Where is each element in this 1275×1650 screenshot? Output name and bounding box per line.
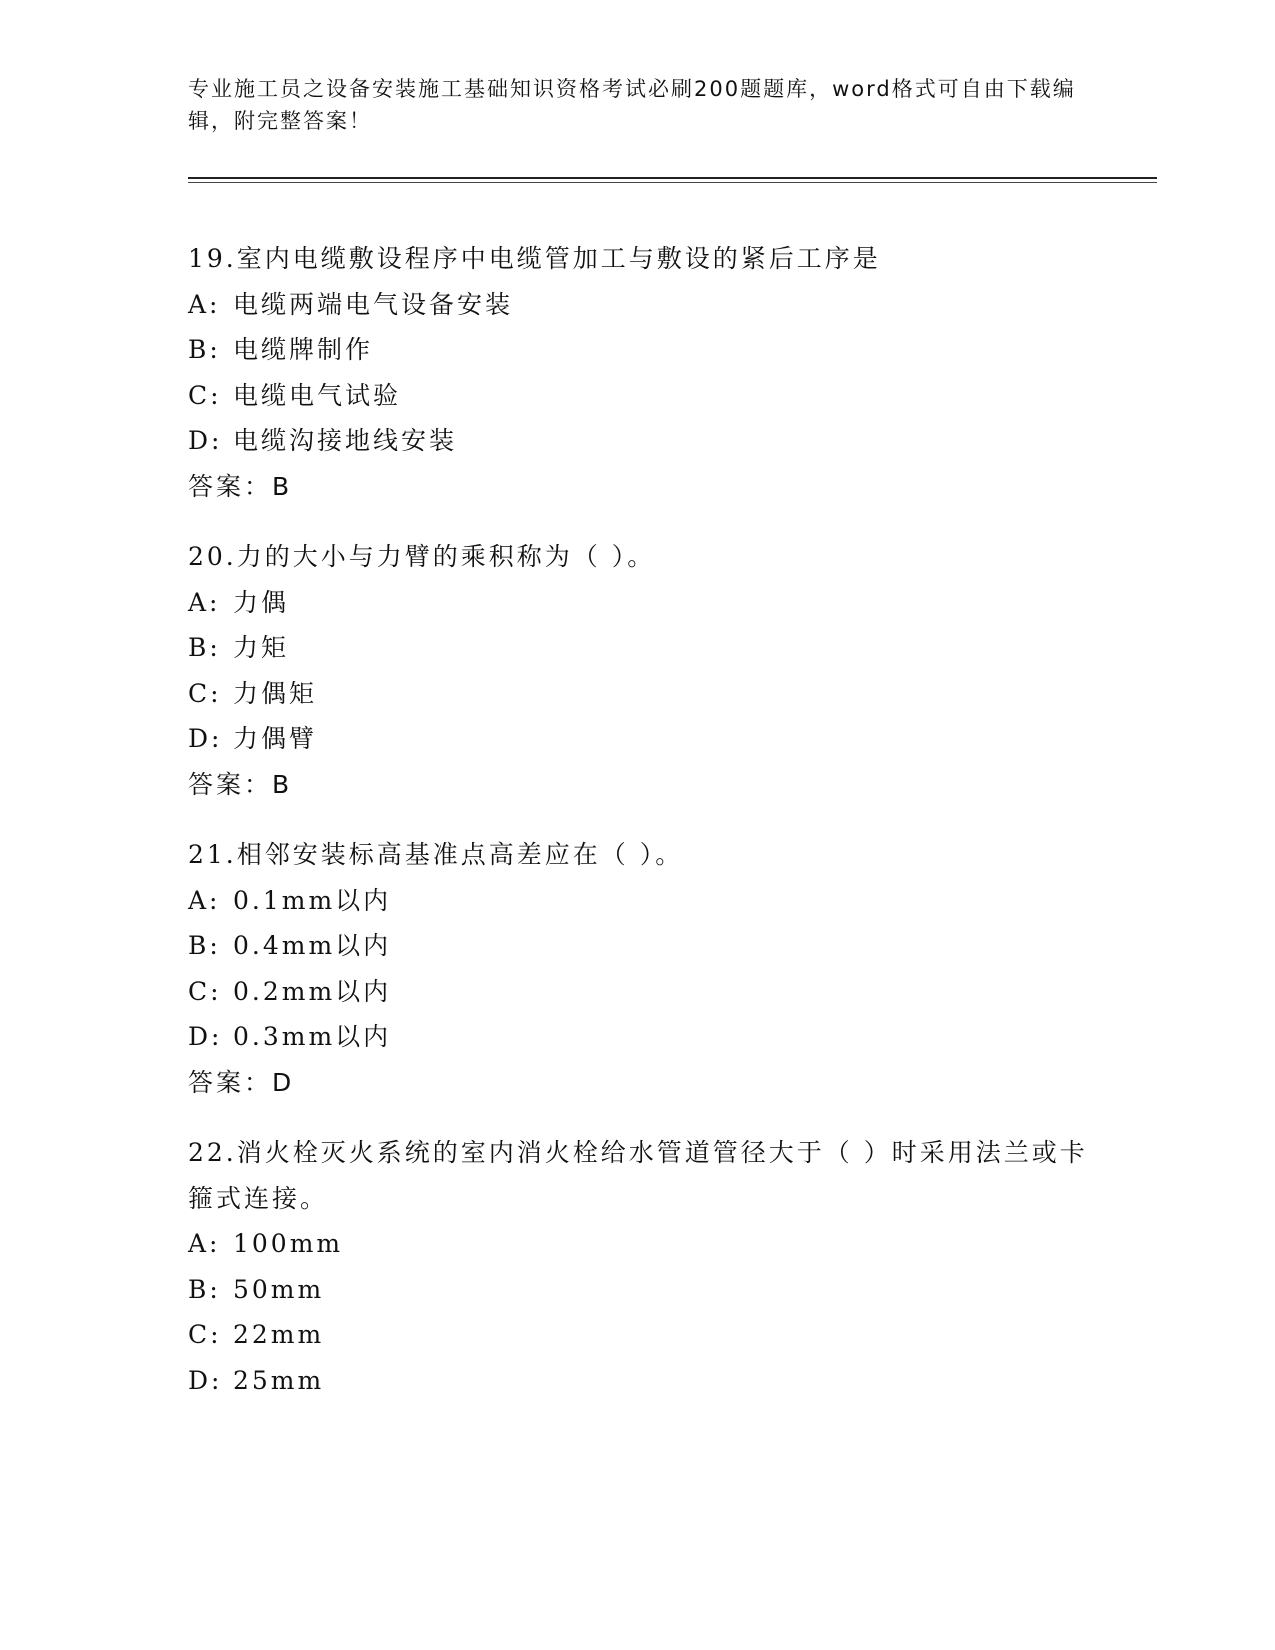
- option-text: 0.1mm以内: [233, 885, 392, 915]
- option-d: [188, 1358, 1088, 1404]
- option-text: 电缆牌制作: [233, 335, 374, 364]
- option-b: [188, 1267, 1088, 1313]
- option-text: 100mm: [233, 1229, 344, 1258]
- option-text: 25mm: [233, 1365, 325, 1395]
- option-letter: B:: [188, 633, 221, 662]
- option-text: 电缆两端电气设备安装: [233, 289, 514, 319]
- option-text: 力矩: [233, 633, 290, 662]
- option-d: [188, 418, 1088, 464]
- header-divider-thin: [188, 182, 1157, 183]
- option-a: [188, 878, 1088, 924]
- question-21: [188, 832, 1088, 1105]
- option-text: 电缆沟接地线安装: [233, 426, 458, 455]
- option-text: 电缆电气试验: [233, 380, 402, 410]
- question-19: [188, 236, 1088, 509]
- document-header: 专业施工员之设备安装施工基础知识资格考试必刷200题题库，word格式可自由下载编辑，附完整答案！: [188, 77, 1076, 133]
- option-text: 0.3mm以内: [233, 1022, 392, 1051]
- option-text: 50mm: [233, 1274, 325, 1304]
- option-letter: A:: [188, 1229, 221, 1258]
- answer-line: 答案：B: [188, 769, 293, 799]
- option-letter: D:: [188, 724, 223, 753]
- option-letter: B:: [188, 335, 221, 364]
- option-a: [188, 1221, 1088, 1267]
- option-d: [188, 1014, 1088, 1060]
- option-text: 0.4mm以内: [233, 931, 392, 960]
- option-text: 22mm: [233, 1320, 325, 1349]
- header-divider-thick: [188, 177, 1157, 179]
- option-c: [188, 671, 1088, 717]
- question-list: [188, 236, 1088, 1428]
- answer-line: 答案：B: [188, 471, 293, 501]
- option-letter: C:: [188, 380, 222, 410]
- option-a: [188, 282, 1088, 328]
- option-c: [188, 969, 1088, 1015]
- option-letter: D:: [188, 1022, 223, 1051]
- option-letter: C:: [188, 976, 222, 1006]
- option-text: 力偶臂: [233, 724, 318, 753]
- question-22: [188, 1130, 1088, 1403]
- option-letter: C:: [188, 678, 222, 708]
- option-c: [188, 1312, 1088, 1358]
- option-letter: D:: [188, 1365, 223, 1395]
- option-b: [188, 327, 1088, 373]
- option-letter: B:: [188, 931, 221, 960]
- option-b: [188, 625, 1088, 671]
- question-title: 19.室内电缆敷设程序中电缆管加工与敷设的紧后工序是: [188, 244, 881, 273]
- option-letter: C:: [188, 1320, 222, 1349]
- option-letter: A:: [188, 289, 221, 319]
- option-d: [188, 716, 1088, 762]
- question-title: 22.消火栓灭火系统的室内消火栓给水管道管径大于（ ）时采用法兰或卡箍式连接。: [188, 1138, 1088, 1213]
- option-letter: D:: [188, 426, 223, 455]
- question-title: 20.力的大小与力臂的乘积称为（ ）。: [188, 542, 656, 571]
- option-letter: A:: [188, 885, 221, 915]
- question-title: 21.相邻安装标高基准点高差应在（ ）。: [188, 840, 684, 869]
- option-letter: A:: [188, 587, 221, 617]
- option-a: [188, 580, 1088, 626]
- option-text: 0.2mm以内: [233, 976, 392, 1006]
- question-20: [188, 534, 1088, 807]
- option-b: [188, 923, 1088, 969]
- option-text: 力偶: [233, 587, 290, 617]
- option-text: 力偶矩: [233, 678, 318, 708]
- answer-line: 答案：D: [188, 1067, 295, 1097]
- option-letter: B:: [188, 1274, 221, 1304]
- option-c: [188, 373, 1088, 419]
